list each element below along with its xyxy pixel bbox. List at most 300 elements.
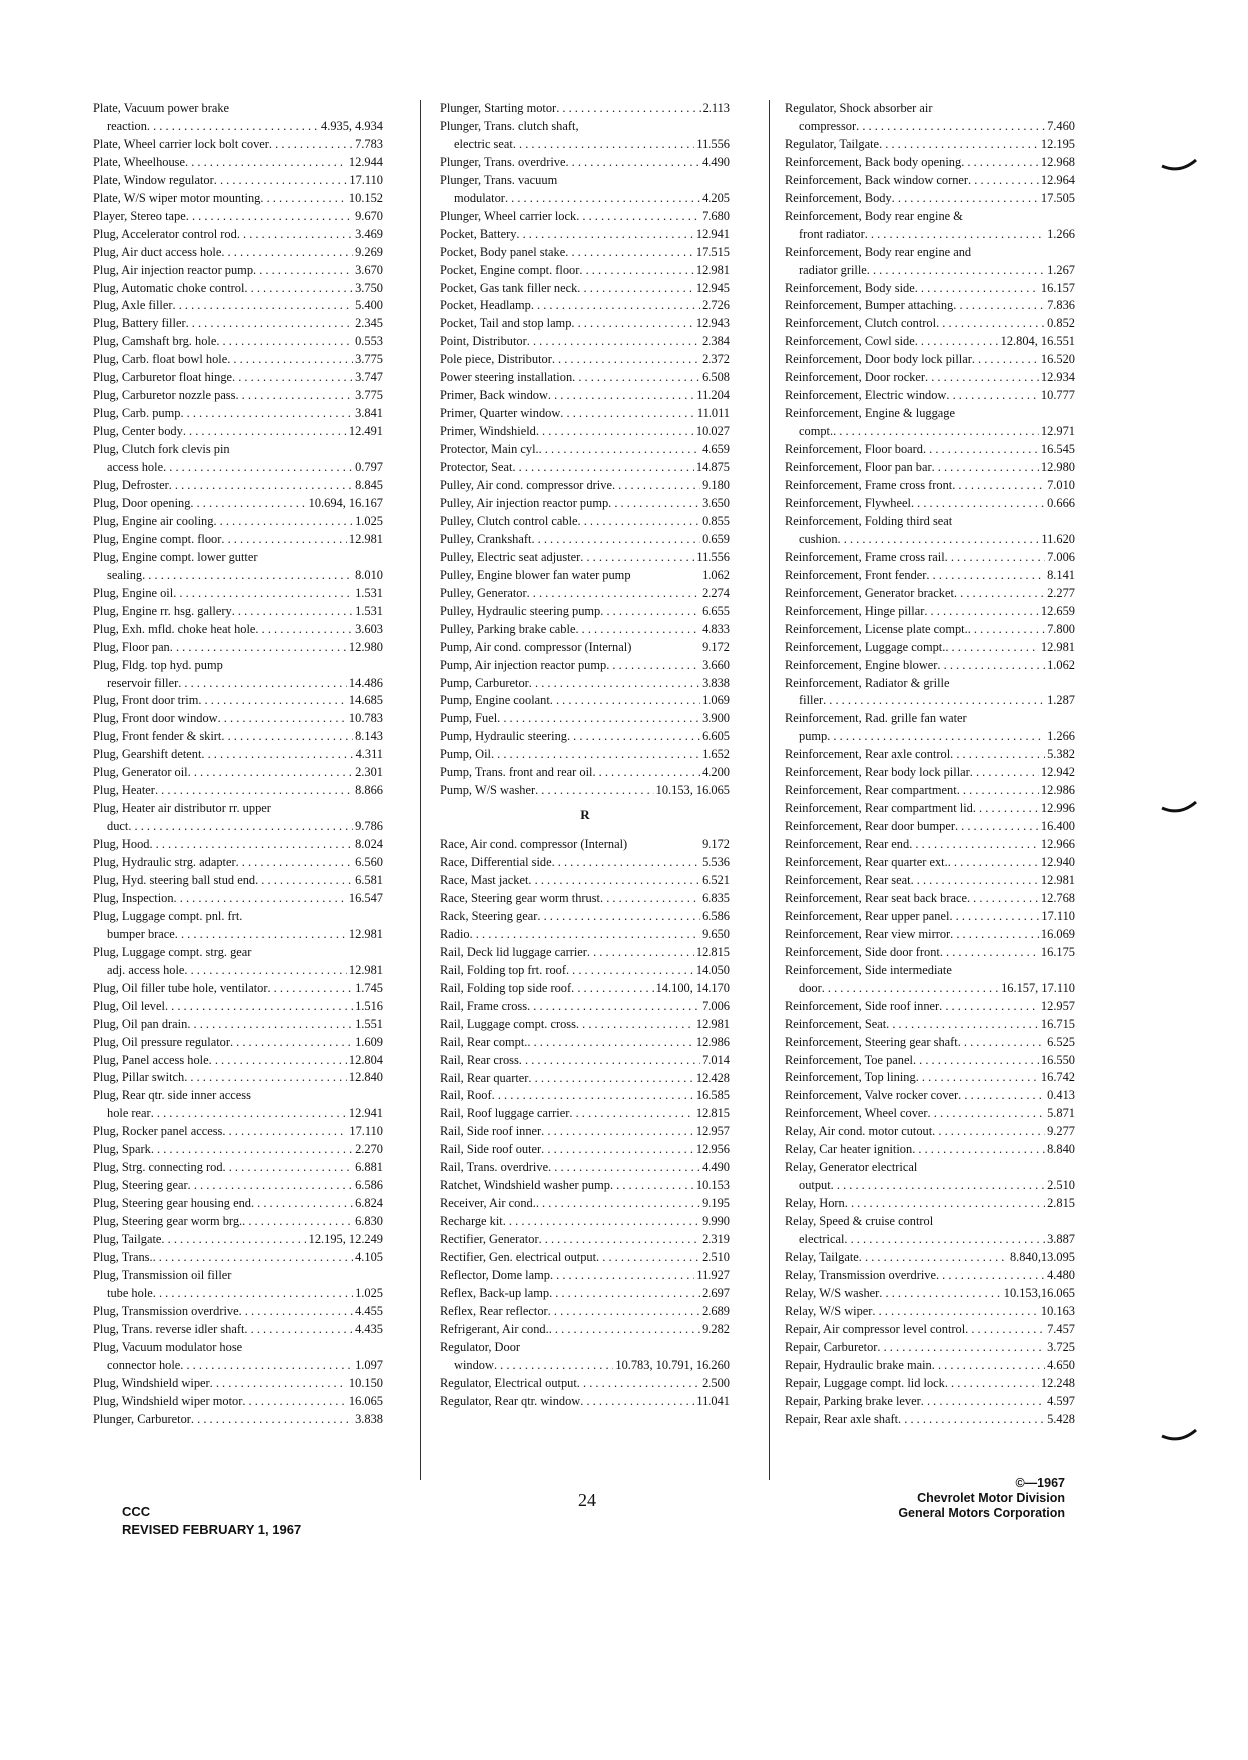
- dot-leader: [569, 1105, 694, 1123]
- entry-reference: 12.941: [348, 1106, 383, 1121]
- entry-text: door: [799, 980, 822, 995]
- index-entry: [93, 1159, 383, 1177]
- dot-leader: [549, 1321, 700, 1339]
- index-entry: [785, 1123, 1075, 1141]
- entry-reference: 5.382: [1047, 747, 1075, 762]
- entry-text: Radio: [440, 926, 470, 941]
- entry-reference: 12.944: [348, 154, 383, 169]
- index-entry: [93, 980, 383, 998]
- entry-reference: 3.841: [355, 406, 383, 421]
- entry-text: pump: [799, 729, 828, 744]
- dot-leader: [567, 728, 700, 746]
- dot-leader: [491, 746, 700, 764]
- index-entry: [785, 980, 1075, 998]
- entry-reference: 2.277: [1047, 585, 1075, 600]
- entry-reference: 6.824: [355, 1196, 383, 1211]
- entry-reference: 12.981: [695, 1016, 730, 1031]
- entry-reference: 4.659: [702, 442, 730, 457]
- index-entry: [93, 1285, 383, 1303]
- entry-text: Pocket, Battery: [440, 226, 517, 241]
- dot-leader: [221, 244, 353, 262]
- index-entry: [93, 998, 383, 1016]
- dot-leader: [170, 639, 347, 657]
- entry-text: Rectifier, Gen. electrical output: [440, 1250, 597, 1265]
- entry-text: Rail, Roof luggage carrier: [440, 1106, 570, 1121]
- dot-leader: [149, 836, 353, 854]
- dot-leader: [844, 1231, 1045, 1249]
- index-entry: [440, 1393, 730, 1411]
- index-entry: [785, 567, 1075, 585]
- index-entry: [440, 692, 730, 710]
- index-entry: [440, 1052, 730, 1070]
- entry-text: Pocket, Engine compt. floor: [440, 262, 580, 277]
- dot-leader: [571, 980, 654, 998]
- entry-reference: 12.942: [1040, 765, 1075, 780]
- entry-reference: 6.586: [355, 1178, 383, 1193]
- dot-leader: [165, 998, 353, 1016]
- entry-reference: 1.266: [1047, 226, 1075, 241]
- index-column-3: [785, 100, 1075, 1429]
- index-entry: [440, 585, 730, 603]
- entry-text: Plug, Front door trim: [93, 693, 199, 708]
- index-entry-heading: Plug, Engine compt. lower gutter: [93, 549, 258, 564]
- dot-leader: [142, 567, 353, 585]
- entry-reference: 7.457: [1047, 1321, 1075, 1336]
- entry-text: Pump, Engine coolant: [440, 693, 550, 708]
- index-entry: [785, 1267, 1075, 1285]
- entry-reference: 14.050: [695, 962, 730, 977]
- entry-text: Plug, Steering gear housing end: [93, 1196, 251, 1211]
- index-entry: [440, 926, 730, 944]
- dot-leader: [186, 208, 353, 226]
- dot-leader: [936, 315, 1045, 333]
- dot-leader: [958, 1034, 1045, 1052]
- entry-text: Reinforcement, Wheel cover: [785, 1106, 928, 1121]
- index-entry-heading: Reinforcement, Folding third seat: [785, 513, 953, 528]
- entry-text: Reinforcement, Rear view mirror: [785, 926, 951, 941]
- index-entry: [93, 280, 383, 298]
- entry-reference: 16.715: [1040, 1016, 1075, 1031]
- dot-leader: [178, 675, 347, 693]
- dot-leader: [872, 1303, 1039, 1321]
- entry-text: Relay, W/S washer: [785, 1285, 880, 1300]
- entry-reference: 4.833: [702, 621, 730, 636]
- entry-text: Plate, Wheel carrier lock bolt cover: [93, 136, 269, 151]
- dot-leader: [911, 495, 1045, 513]
- entry-reference: 14.486: [348, 675, 383, 690]
- index-entry: [785, 315, 1075, 333]
- index-entry: [93, 567, 383, 585]
- entry-text: Rail, Side roof outer: [440, 1142, 542, 1157]
- index-entry: [440, 603, 730, 621]
- dot-leader: [580, 1393, 694, 1411]
- entry-reference: 12.981: [1040, 639, 1075, 654]
- entry-reference: 12.968: [1040, 154, 1075, 169]
- dot-leader: [184, 1069, 347, 1087]
- entry-reference: 10.153,16.065: [1003, 1285, 1075, 1300]
- index-entry: [440, 333, 730, 351]
- copyright: ©—1967: [1015, 1476, 1065, 1490]
- entry-reference: 8.845: [355, 478, 383, 493]
- dot-leader: [552, 351, 700, 369]
- entry-reference: 2.113: [702, 101, 730, 115]
- index-entry: [440, 1285, 730, 1303]
- entry-reference: 8.010: [355, 567, 383, 582]
- entry-text: Plunger, Starting motor: [440, 101, 557, 115]
- index-entry: [93, 585, 383, 603]
- entry-text: Reinforcement, Hinge pillar: [785, 603, 925, 618]
- footer-left: [122, 1503, 301, 1539]
- entry-text: Reinforcement, Frame cross rail: [785, 549, 945, 564]
- dot-leader: [945, 639, 1039, 657]
- entry-text: Plug, Trans. reverse idler shaft: [93, 1321, 245, 1336]
- index-entry: [93, 459, 383, 477]
- entry-text: Reinforcement, Rear door bumper: [785, 819, 955, 834]
- entry-text: Reinforcement, Cowl side: [785, 334, 915, 349]
- dot-leader: [531, 297, 700, 315]
- index-entry: [785, 872, 1075, 890]
- entry-text: Plug, Windshield wiper: [93, 1375, 210, 1390]
- entry-text: Rail, Rear cross: [440, 1052, 519, 1067]
- index-entry: [93, 208, 383, 226]
- dot-leader: [255, 621, 353, 639]
- dot-leader: [153, 1285, 353, 1303]
- index-entry: [785, 531, 1075, 549]
- index-entry: [440, 675, 730, 693]
- entry-text: Reinforcement, Rear quarter ext.: [785, 855, 948, 870]
- entry-reference: 3.775: [355, 352, 383, 367]
- entry-text: filler: [799, 693, 824, 708]
- entry-reference: 3.838: [355, 1411, 383, 1426]
- dot-leader: [961, 154, 1039, 172]
- entry-reference: 12.980: [348, 639, 383, 654]
- entry-text: Reinforcement, Steering gear shaft: [785, 1034, 958, 1049]
- entry-text: Reinforcement, Rear upper panel: [785, 908, 950, 923]
- entry-reference: 7.800: [1047, 621, 1075, 636]
- entry-reference: 9.172: [702, 639, 730, 654]
- index-entry: [93, 764, 383, 782]
- index-entry-heading: Relay, Speed & cruise control: [785, 1214, 934, 1229]
- entry-text: Repair, Parking brake lever: [785, 1393, 921, 1408]
- index-entry: [93, 603, 383, 621]
- index-entry: [785, 1141, 1075, 1159]
- dot-leader: [470, 926, 701, 944]
- entry-reference: 6.560: [355, 855, 383, 870]
- entry-reference: 6.586: [702, 908, 730, 923]
- index-entry: [785, 998, 1075, 1016]
- entry-text: Plug, Defroster: [93, 478, 169, 493]
- dot-leader: [550, 1267, 694, 1285]
- entry-text: Plug, Accelerator control rod: [93, 226, 237, 241]
- entry-text: Plug, Trans.: [93, 1250, 153, 1264]
- index-entry: [785, 836, 1075, 854]
- entry-text: Plunger, Carburetor: [93, 1411, 191, 1426]
- dot-leader: [915, 280, 1039, 298]
- entry-reference: 3.838: [702, 675, 730, 690]
- dot-leader: [541, 1141, 694, 1159]
- index-entry: [440, 549, 730, 567]
- index-entry: [440, 1087, 730, 1105]
- entry-reference: 12.966: [1040, 837, 1075, 852]
- dot-leader: [932, 1123, 1045, 1141]
- index-entry: [93, 477, 383, 495]
- dot-leader: [184, 962, 347, 980]
- entry-reference: 2.689: [702, 1303, 730, 1318]
- entry-text: Race, Differential side: [440, 855, 552, 870]
- dot-leader: [497, 710, 700, 728]
- entry-reference: 12.956: [695, 1142, 730, 1157]
- index-entry: [440, 1105, 730, 1123]
- dot-leader: [945, 549, 1045, 567]
- index-entry: [93, 836, 383, 854]
- entry-text: Relay, Tailgate: [785, 1250, 859, 1264]
- entry-text: Repair, Carburetor: [785, 1339, 878, 1354]
- index-entry-heading: Plate, Vacuum power brake: [93, 101, 230, 115]
- dot-leader: [512, 459, 693, 477]
- index-entry: [440, 657, 730, 675]
- index-entry: [440, 980, 730, 998]
- entry-reference: 16.175: [1040, 944, 1075, 959]
- entry-text: Plug, Camshaft brg. hole: [93, 334, 217, 349]
- dot-leader: [173, 585, 353, 603]
- dot-leader: [548, 1303, 700, 1321]
- dot-leader: [565, 244, 694, 262]
- entry-reference: 6.508: [702, 370, 730, 385]
- entry-text: Rail, Deck lid luggage carrier: [440, 944, 587, 959]
- entry-reference: 16.547: [348, 890, 383, 905]
- dot-leader: [253, 262, 353, 280]
- entry-text: output: [799, 1178, 831, 1193]
- index-entry: [785, 369, 1075, 387]
- entry-text: Reinforcement, Rear body lock pillar: [785, 765, 970, 780]
- dot-leader: [576, 1016, 694, 1034]
- entry-reference: 3.775: [355, 388, 383, 403]
- index-entry: [93, 962, 383, 980]
- index-entry: [785, 800, 1075, 818]
- dot-leader: [867, 262, 1045, 280]
- entry-text: sealing: [107, 567, 143, 582]
- entry-reference: 12.986: [695, 1034, 730, 1049]
- entry-text: Reinforcement, Rear end: [785, 837, 910, 852]
- index-entry: [440, 836, 730, 854]
- index-entry: [93, 1375, 383, 1393]
- division-name: Chevrolet Motor Division: [917, 1491, 1065, 1505]
- entry-text: Primer, Quarter window: [440, 406, 561, 421]
- entry-reference: 6.525: [1047, 1034, 1075, 1049]
- entry-text: connector hole: [107, 1357, 181, 1372]
- entry-text: Pump, Carburetor: [440, 675, 529, 690]
- index-entry: [440, 405, 730, 423]
- index-entry-heading: Plug, Fldg. top hyd. pump: [93, 657, 223, 672]
- index-entry: [93, 333, 383, 351]
- index-entry: [440, 423, 730, 441]
- entry-reference: 10.783: [348, 711, 383, 726]
- dot-leader: [223, 1159, 354, 1177]
- entry-text: Reinforcement, Back body opening: [785, 154, 962, 169]
- entry-text: Relay, W/S wiper: [785, 1303, 873, 1318]
- index-entry: [785, 926, 1075, 944]
- index-entry: [93, 621, 383, 639]
- index-entry-heading: Reinforcement, Side intermediate: [785, 962, 952, 977]
- dot-leader: [213, 513, 353, 531]
- entry-text: Reinforcement, Seat: [785, 1016, 887, 1031]
- dot-leader: [968, 621, 1045, 639]
- entry-text: Regulator, Rear qtr. window: [440, 1393, 581, 1408]
- entry-text: Plug, Engine compt. floor: [93, 531, 222, 546]
- entry-text: Pulley, Electric seat adjuster: [440, 549, 581, 564]
- entry-reference: 1.025: [355, 513, 383, 528]
- dot-leader: [531, 531, 700, 549]
- entry-text: Pocket, Headlamp: [440, 298, 531, 313]
- index-entry: [93, 818, 383, 836]
- dot-leader: [936, 1267, 1045, 1285]
- index-entry: [785, 1357, 1075, 1375]
- index-entry-heading: Plug, Luggage compt. pnl. frt.: [93, 908, 243, 923]
- entry-reference: 5.400: [355, 298, 383, 313]
- index-entry: [785, 1069, 1075, 1087]
- entry-reference: 0.797: [355, 460, 383, 475]
- entry-reference: 9.172: [702, 837, 730, 852]
- index-entry: [785, 1249, 1075, 1267]
- entry-text: Reinforcement, Rear seat: [785, 872, 911, 887]
- index-entry: [785, 585, 1075, 603]
- dot-leader: [957, 782, 1039, 800]
- entry-reference: 10.163: [1040, 1303, 1075, 1318]
- index-entry: [440, 944, 730, 962]
- dot-leader: [576, 208, 700, 226]
- dot-leader: [909, 836, 1039, 854]
- index-entry: [440, 1267, 730, 1285]
- dot-leader: [925, 369, 1039, 387]
- index-entry: [785, 944, 1075, 962]
- index-entry: [785, 1034, 1075, 1052]
- index-entry: [785, 1411, 1075, 1429]
- index-entry: [785, 890, 1075, 908]
- dot-leader: [239, 1303, 354, 1321]
- index-entry: [785, 190, 1075, 208]
- index-entry: [440, 208, 730, 226]
- dot-leader: [527, 585, 701, 603]
- index-entry: [785, 1087, 1075, 1105]
- dot-leader: [180, 405, 353, 423]
- index-entry: [93, 495, 383, 513]
- index-entry: [440, 710, 730, 728]
- entry-reference: 12.659: [1040, 603, 1075, 618]
- entry-reference: 9.277: [1047, 1124, 1075, 1139]
- entry-reference: 3.900: [702, 711, 730, 726]
- entry-text: Rail, Roof: [440, 1088, 492, 1103]
- dot-leader: [169, 477, 353, 495]
- index-entry: [785, 226, 1075, 244]
- entry-text: adj. access hole: [107, 962, 185, 977]
- index-entry: [785, 1285, 1075, 1303]
- dot-leader: [539, 1231, 701, 1249]
- dot-leader: [494, 1357, 613, 1375]
- index-entry: [440, 890, 730, 908]
- entry-reference: 9.195: [702, 1196, 730, 1211]
- dot-leader: [939, 998, 1039, 1016]
- index-entry: [93, 531, 383, 549]
- dot-leader: [128, 818, 353, 836]
- dot-leader: [175, 926, 347, 944]
- dot-leader: [210, 1375, 347, 1393]
- entry-reference: 16.520: [1040, 352, 1075, 367]
- entry-reference: 6.581: [355, 872, 383, 887]
- entry-text: Reinforcement, Door body lock pillar: [785, 352, 972, 367]
- entry-reference: 10.150: [348, 1375, 383, 1390]
- entry-reference: 1.531: [355, 585, 383, 600]
- entry-reference: 1.069: [702, 693, 730, 708]
- dot-leader: [190, 495, 306, 513]
- index-entry: [440, 1357, 730, 1375]
- entry-reference: 2.510: [702, 1250, 730, 1265]
- index-entry: [93, 1052, 383, 1070]
- entry-text: bumper brace: [107, 926, 175, 941]
- dot-leader: [822, 980, 999, 998]
- entry-reference: 4.311: [355, 747, 383, 762]
- entry-text: Relay, Air cond. motor cutout: [785, 1124, 933, 1139]
- dot-leader: [577, 1375, 700, 1393]
- entry-reference: 7.836: [1047, 298, 1075, 313]
- entry-text: Plug, Front door window: [93, 711, 218, 726]
- entry-reference: 14.100, 14.170: [655, 980, 730, 995]
- entry-text: tube hole: [107, 1285, 153, 1300]
- entry-text: Primer, Back window: [440, 388, 548, 403]
- entry-reference: 0.855: [702, 513, 730, 528]
- dot-leader: [222, 1123, 347, 1141]
- index-entry: [785, 746, 1075, 764]
- index-entry-heading: Regulator, Door: [440, 1339, 521, 1354]
- entry-reference: 10.153: [695, 1178, 730, 1193]
- entry-reference: 11.620: [1041, 531, 1075, 546]
- entry-reference: 12.768: [1040, 890, 1075, 905]
- entry-text: Reinforcement, Body: [785, 190, 892, 205]
- entry-text: Reinforcement, Toe panel: [785, 1052, 913, 1067]
- entry-text: Pump, Air injection reactor pump: [440, 657, 607, 672]
- entry-text: Plug, Steering gear worm brg.: [93, 1214, 243, 1229]
- dot-leader: [153, 1249, 354, 1267]
- dot-leader: [513, 136, 695, 154]
- index-entry: [785, 297, 1075, 315]
- entry-reference: 2.274: [702, 585, 730, 600]
- index-entry-heading: Plunger, Trans. clutch shaft,: [440, 118, 579, 133]
- index-entry: [440, 1249, 730, 1267]
- entry-text: Reinforcement, Clutch control: [785, 316, 937, 331]
- dot-leader: [946, 387, 1039, 405]
- entry-text: electric seat: [454, 136, 513, 151]
- entry-text: Rail, Frame cross: [440, 998, 528, 1013]
- entry-text: Plug, Axle filler: [93, 298, 173, 313]
- entry-text: Point, Distributor: [440, 334, 527, 349]
- dot-leader: [952, 477, 1045, 495]
- entry-reference: 12.248: [1040, 1375, 1075, 1390]
- entry-reference: 17.110: [1041, 908, 1075, 923]
- entry-text: reaction: [107, 118, 147, 133]
- entry-reference: 9.670: [355, 208, 383, 223]
- dot-leader: [856, 118, 1045, 136]
- dot-leader: [549, 1285, 700, 1303]
- entry-text: Pulley, Parking brake cable: [440, 621, 576, 636]
- entry-text: Pocket, Body panel stake: [440, 244, 566, 259]
- entry-text: Relay, Transmission overdrive: [785, 1267, 936, 1282]
- entry-text: cushion: [799, 531, 838, 546]
- dot-leader: [147, 118, 319, 136]
- index-entry: [440, 531, 730, 549]
- dot-leader: [183, 423, 347, 441]
- entry-text: Pump, Trans. front and rear oil: [440, 765, 593, 780]
- index-entry: [93, 1321, 383, 1339]
- index-entry: [93, 1213, 383, 1231]
